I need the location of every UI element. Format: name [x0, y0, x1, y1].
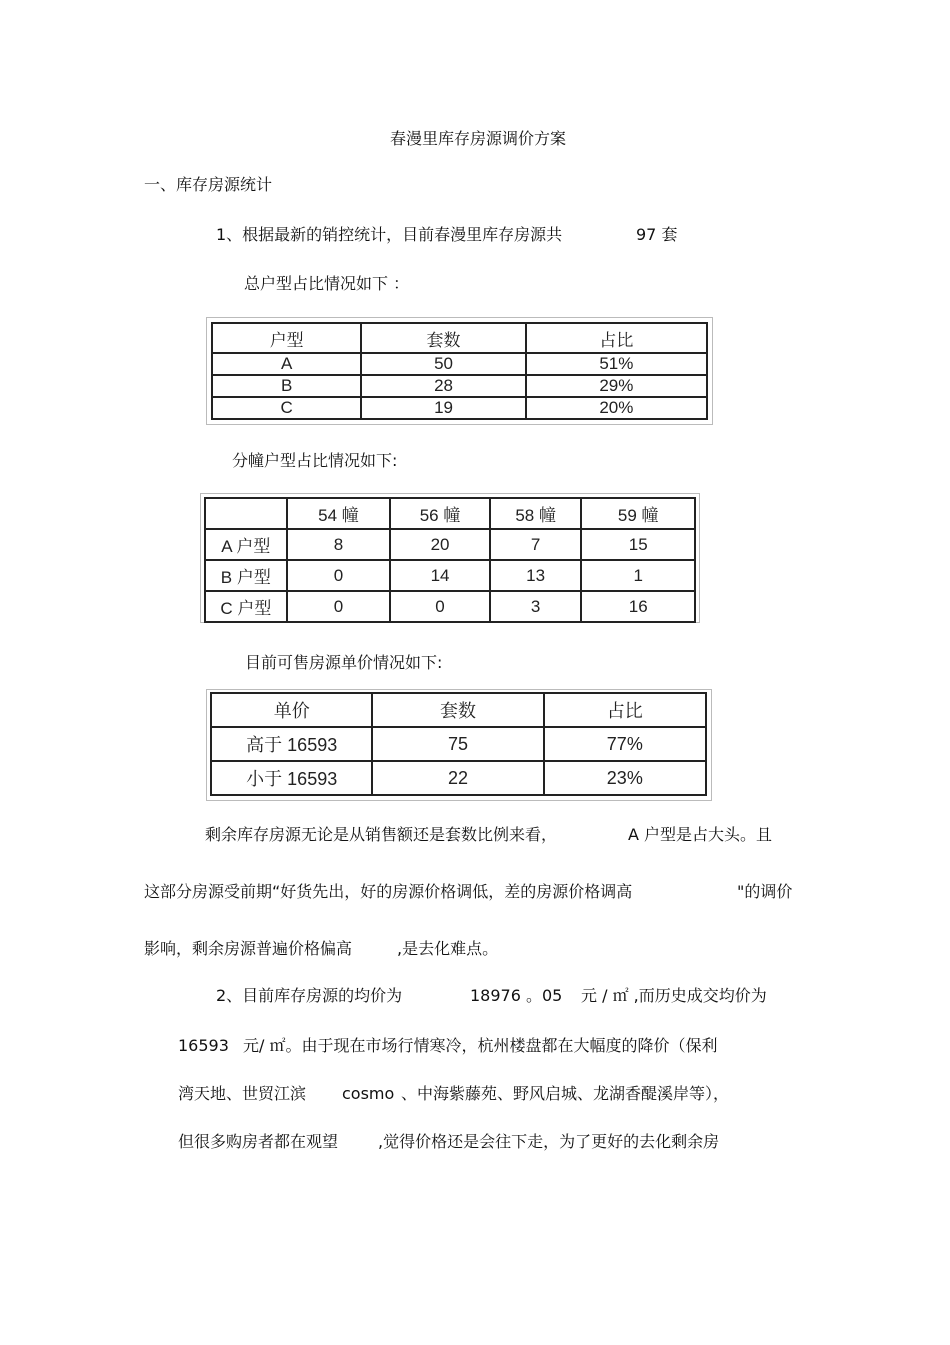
para2-line4-end: ,觉得价格还是会往下走，为了更好的去化剩余房 [378, 1132, 720, 1151]
item1-count: 97 套 [636, 225, 678, 244]
table-cell: 50 [361, 353, 525, 375]
section-heading: 一、库存房源统计 [144, 175, 273, 194]
unit-type-table [211, 322, 708, 420]
table-row [212, 375, 707, 397]
table-cell: A 户型 [205, 529, 287, 560]
table-cell: 8 [287, 529, 391, 560]
table-cell: 16 [581, 591, 695, 622]
table-cell: A [212, 353, 361, 375]
table-cell: 0 [287, 560, 391, 591]
price-table [210, 692, 707, 796]
caption-price: 目前可售房源单价情况如下: [245, 653, 443, 672]
table-cell: 1 [581, 560, 695, 591]
table-row [212, 397, 707, 419]
table-cell: 小于 16593 [211, 761, 372, 795]
para1-line1: 剩余库存房源无论是从销售额还是套数比例来看， [205, 825, 558, 844]
table-row [211, 761, 706, 795]
table-header-cell: 54 幢 [287, 498, 391, 529]
table-header-cell [205, 498, 287, 529]
table-cell: 3 [490, 591, 582, 622]
table-cell: 20 [390, 529, 490, 560]
table-cell: 0 [390, 591, 490, 622]
table-cell: 28 [361, 375, 525, 397]
item1-text: 1、根据最新的销控统计，目前春漫里库存房源共 [216, 225, 563, 244]
table-cell: 7 [490, 529, 582, 560]
table-cell: 75 [372, 727, 543, 761]
para2-line3-end: 、中海紫藤苑、野风启城、龙湖香醍溪岸等）， [401, 1084, 730, 1103]
para2-line1-end: 元 / ㎡ ,而历史成交均价为 [581, 986, 767, 1005]
table-cell: B [212, 375, 361, 397]
table-header-cell: 户型 [212, 323, 361, 353]
para1-line2: 这部分房源受前期“好货先出，好的房源价格调低，差的房源价格调高 [144, 882, 633, 901]
table-cell: 高于 16593 [211, 727, 372, 761]
table-row [205, 529, 695, 560]
para2-avg-price: 18976 。05 [470, 986, 563, 1005]
table-cell: 77% [544, 727, 706, 761]
table-cell: 14 [390, 560, 490, 591]
table-cell: 51% [526, 353, 707, 375]
table-cell: C [212, 397, 361, 419]
table-header-cell: 单价 [211, 693, 372, 727]
table-cell: 22 [372, 761, 543, 795]
para1-line3-end: ,是去化难点。 [397, 939, 499, 958]
para2-line4: 但很多购房者都在观望 [178, 1132, 339, 1151]
building-table [204, 497, 696, 623]
table-cell: 0 [287, 591, 391, 622]
document-title: 春漫里库存房源调价方案 [390, 129, 567, 148]
table-row [205, 560, 695, 591]
table-row [212, 353, 707, 375]
table-header-row [205, 498, 695, 529]
para2-line3-cosmo: cosmo [342, 1084, 395, 1103]
table-header-cell: 56 幢 [390, 498, 490, 529]
para2-hist-price: 16593 [178, 1036, 229, 1055]
caption-building-ratio: 分幢户型占比情况如下: [232, 451, 398, 470]
table-header-cell: 占比 [526, 323, 707, 353]
para2-line2: 元/ ㎡。由于现在市场行情寒冷，杭州楼盘都在大幅度的降价（保利 [243, 1036, 718, 1055]
para1-line1-end: A 户型是占大头。且 [628, 825, 773, 844]
table-header-cell: 套数 [372, 693, 543, 727]
para2-line1: 2、目前库存房源的均价为 [216, 986, 403, 1005]
table-header-row [212, 323, 707, 353]
table-row [205, 591, 695, 622]
table-header-cell: 套数 [361, 323, 525, 353]
table-cell: B 户型 [205, 560, 287, 591]
table-header-cell: 占比 [544, 693, 706, 727]
table-cell: 19 [361, 397, 525, 419]
table-cell: 13 [490, 560, 582, 591]
table-cell: 15 [581, 529, 695, 560]
para1-line3: 影响，剩余房源普遍价格偏高 [144, 939, 353, 958]
para2-line3: 湾天地、世贸江滨 [178, 1084, 307, 1103]
table-header-cell: 58 幢 [490, 498, 582, 529]
table-cell: 20% [526, 397, 707, 419]
caption-total-ratio: 总户型占比情况如下 ： [244, 274, 410, 293]
table-header-cell: 59 幢 [581, 498, 695, 529]
table-cell: 29% [526, 375, 707, 397]
table-cell: 23% [544, 761, 706, 795]
table-row [211, 727, 706, 761]
table-cell: C 户型 [205, 591, 287, 622]
para1-line2-end: "的调价 [737, 882, 793, 901]
table-header-row [211, 693, 706, 727]
